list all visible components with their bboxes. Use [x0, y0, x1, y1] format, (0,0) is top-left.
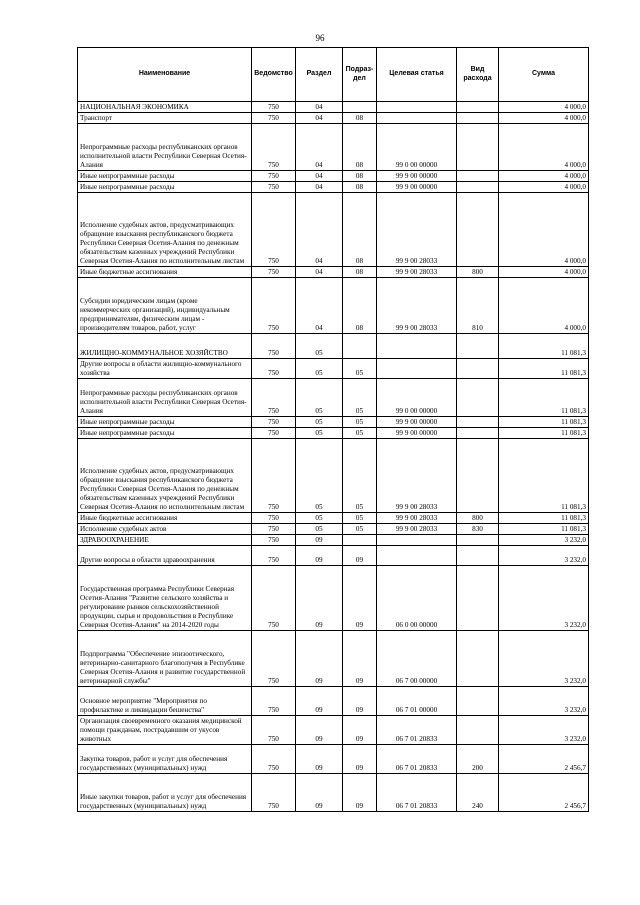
cell-subsection: 09 — [343, 774, 377, 812]
table-row — [78, 278, 589, 334]
table-header-row — [78, 48, 589, 102]
cell-amount: 4 000,0 — [499, 193, 589, 267]
header-exptype: Вид расхода — [457, 48, 499, 102]
cell-target: 99 0 00 00000 — [377, 124, 457, 171]
cell-exptype — [457, 113, 499, 124]
page-number: 96 — [315, 33, 325, 43]
cell-dept: 750 — [252, 524, 296, 535]
cell-exptype — [457, 359, 499, 379]
cell-dept: 750 — [252, 182, 296, 193]
cell-section: 05 — [296, 417, 343, 428]
cell-name: Непрограммные расходы республиканских органов исполнительной власти Республики Северная Осетия-Алания — [78, 124, 252, 171]
cell-amount: 2 456,7 — [499, 774, 589, 812]
cell-target: 06 7 01 00000 — [377, 687, 457, 716]
cell-amount: 11 081,3 — [499, 379, 589, 417]
cell-exptype — [457, 379, 499, 417]
cell-section: 09 — [296, 546, 343, 566]
cell-section: 09 — [296, 535, 343, 546]
cell-subsection: 09 — [343, 631, 377, 687]
cell-target: 99 9 00 00000 — [377, 417, 457, 428]
cell-amount: 11 081,3 — [499, 428, 589, 439]
cell-name: Закупка товаров, работ и услуг для обеспечения государственных (муниципальных) нужд — [78, 745, 252, 774]
table-row — [78, 535, 589, 546]
cell-amount: 2 456,7 — [499, 745, 589, 774]
cell-subsection: 08 — [343, 171, 377, 182]
cell-exptype — [457, 417, 499, 428]
cell-target — [377, 535, 457, 546]
cell-target: 06 7 01 20833 — [377, 716, 457, 745]
table-row — [78, 546, 589, 566]
cell-amount: 11 081,3 — [499, 524, 589, 535]
header-amount: Сумма — [499, 48, 589, 102]
table-row — [78, 745, 589, 774]
header-section: Раздел — [296, 48, 343, 102]
cell-dept: 750 — [252, 687, 296, 716]
cell-amount: 3 232,0 — [499, 716, 589, 745]
cell-section: 04 — [296, 278, 343, 334]
table-row — [78, 113, 589, 124]
cell-target: 99 9 00 28033 — [377, 193, 457, 267]
cell-exptype — [457, 716, 499, 745]
cell-subsection: 09 — [343, 745, 377, 774]
cell-target: 06 0 00 00000 — [377, 566, 457, 631]
cell-subsection: 08 — [343, 278, 377, 334]
cell-dept: 750 — [252, 774, 296, 812]
cell-target: 99 9 00 00000 — [377, 171, 457, 182]
cell-amount: 3 232,0 — [499, 631, 589, 687]
cell-subsection: 05 — [343, 359, 377, 379]
cell-dept: 750 — [252, 546, 296, 566]
cell-amount: 4 000,0 — [499, 182, 589, 193]
cell-subsection: 09 — [343, 716, 377, 745]
cell-exptype — [457, 535, 499, 546]
table-row — [78, 124, 589, 171]
cell-name: Иные бюджетные ассигнования — [78, 513, 252, 524]
cell-amount: 4 000,0 — [499, 267, 589, 278]
cell-name: Непрограммные расходы республиканских органов исполнительной власти Республики Северная Осетия-Алания — [78, 379, 252, 417]
table-row — [78, 193, 589, 267]
cell-target: 06 7 00 00000 — [377, 631, 457, 687]
cell-name: Подпрограмма "Обеспечение эпизоотического, ветеринарно-санитарного благополучия в Республике Северная Осетия-Алания и развитие государственной ветеринарной службы" — [78, 631, 252, 687]
header-target: Целевая статья — [377, 48, 457, 102]
cell-exptype: 810 — [457, 278, 499, 334]
cell-name: Организация своевременного оказания медицинской помощи гражданам, пострадавшим от укусов животных — [78, 716, 252, 745]
cell-exptype — [457, 334, 499, 359]
cell-name: Другие вопросы в области здравоохранения — [78, 546, 252, 566]
table-row — [78, 182, 589, 193]
cell-dept: 750 — [252, 535, 296, 546]
cell-name: Иные непрограммные расходы — [78, 182, 252, 193]
cell-amount: 11 081,3 — [499, 359, 589, 379]
cell-exptype — [457, 687, 499, 716]
cell-dept: 750 — [252, 124, 296, 171]
cell-subsection: 08 — [343, 182, 377, 193]
cell-exptype — [457, 566, 499, 631]
cell-name: Государственная программа Республики Северная Осетия-Алания "Развитие сельского хозяйства и регулирование рынков сельскохозяйственной продукции, сырья и продовольствия в Республике Северная Осетия-Алания" на 2014-2020 годы — [78, 566, 252, 631]
cell-name: Субсидии юридическим лицам (кроме некоммерческих организаций), индивидуальным предпринимателям, физическим лицам - производителям товаров, работ, услуг — [78, 278, 252, 334]
cell-name: Иные непрограммные расходы — [78, 428, 252, 439]
cell-name: ЗДРАВООХРАНЕНИЕ — [78, 535, 252, 546]
budget-table — [77, 47, 589, 812]
table-row — [78, 267, 589, 278]
cell-subsection: 08 — [343, 193, 377, 267]
table-body — [78, 102, 589, 812]
cell-target: 06 7 01 20833 — [377, 745, 457, 774]
cell-target — [377, 102, 457, 113]
cell-subsection: 09 — [343, 546, 377, 566]
cell-name: Иные непрограммные расходы — [78, 417, 252, 428]
cell-section: 09 — [296, 566, 343, 631]
cell-dept: 750 — [252, 745, 296, 774]
cell-exptype: 240 — [457, 774, 499, 812]
cell-dept: 750 — [252, 171, 296, 182]
cell-exptype — [457, 428, 499, 439]
cell-name: Иные бюджетные ассигнования — [78, 267, 252, 278]
cell-section: 09 — [296, 774, 343, 812]
cell-name: Иные закупки товаров, работ и услуг для обеспечения государственных (муниципальных) нужд — [78, 774, 252, 812]
cell-dept: 750 — [252, 379, 296, 417]
cell-name: Основное мероприятие "Мероприятия по профилактике и ликвидации бешенства" — [78, 687, 252, 716]
cell-section: 05 — [296, 428, 343, 439]
cell-target — [377, 113, 457, 124]
cell-subsection: 09 — [343, 566, 377, 631]
cell-exptype — [457, 124, 499, 171]
cell-section: 09 — [296, 716, 343, 745]
cell-target: 99 9 00 28033 — [377, 513, 457, 524]
cell-exptype: 830 — [457, 524, 499, 535]
cell-subsection: 05 — [343, 379, 377, 417]
cell-exptype — [457, 546, 499, 566]
cell-section: 04 — [296, 124, 343, 171]
cell-amount: 11 081,3 — [499, 439, 589, 513]
cell-subsection: 05 — [343, 417, 377, 428]
cell-dept: 750 — [252, 428, 296, 439]
table-row — [78, 334, 589, 359]
cell-name: Транспорт — [78, 113, 252, 124]
cell-name: Исполнение судебных актов, предусматривающих обращение взыскания республиканского бюджета Республики Северная Осетия-Алания по денежным обязательствам казенных учреждений Республики Северная Осетия-Алания по исполнительным листам — [78, 193, 252, 267]
table-row — [78, 687, 589, 716]
cell-subsection: 05 — [343, 513, 377, 524]
cell-section: 04 — [296, 182, 343, 193]
cell-amount: 3 232,0 — [499, 546, 589, 566]
cell-target: 99 9 00 28033 — [377, 439, 457, 513]
table-row — [78, 631, 589, 687]
cell-target — [377, 546, 457, 566]
cell-section: 05 — [296, 524, 343, 535]
cell-amount: 11 081,3 — [499, 417, 589, 428]
cell-dept: 750 — [252, 278, 296, 334]
cell-section: 05 — [296, 379, 343, 417]
cell-name: ЖИЛИЩНО-КОММУНАЛЬНОЕ ХОЗЯЙСТВО — [78, 334, 252, 359]
cell-subsection — [343, 334, 377, 359]
table-row — [78, 513, 589, 524]
cell-exptype — [457, 631, 499, 687]
cell-exptype: 800 — [457, 267, 499, 278]
cell-target — [377, 334, 457, 359]
cell-subsection: 05 — [343, 524, 377, 535]
table-row — [78, 428, 589, 439]
table-row — [78, 716, 589, 745]
cell-target — [377, 359, 457, 379]
cell-dept: 750 — [252, 267, 296, 278]
cell-dept: 750 — [252, 417, 296, 428]
cell-subsection: 08 — [343, 113, 377, 124]
cell-section: 05 — [296, 439, 343, 513]
cell-amount: 4 000,0 — [499, 102, 589, 113]
cell-exptype: 200 — [457, 745, 499, 774]
cell-name: Исполнение судебных актов, предусматривающих обращение взыскания республиканского бюджета Республики Северная Осетия-Алания по денежным обязательствам казенных учреждений Республики Северная Осетия-Алания по исполнительным листам — [78, 439, 252, 513]
cell-exptype: 800 — [457, 513, 499, 524]
cell-dept: 750 — [252, 439, 296, 513]
table-row — [78, 774, 589, 812]
cell-dept: 750 — [252, 513, 296, 524]
cell-amount: 4 000,0 — [499, 171, 589, 182]
cell-exptype — [457, 439, 499, 513]
cell-amount: 4 000,0 — [499, 278, 589, 334]
cell-target: 99 9 00 00000 — [377, 428, 457, 439]
cell-subsection — [343, 535, 377, 546]
header-subsection: Подраз-дел — [343, 48, 377, 102]
table-row — [78, 524, 589, 535]
cell-name: Иные непрограммные расходы — [78, 171, 252, 182]
cell-dept: 750 — [252, 631, 296, 687]
cell-amount: 3 232,0 — [499, 566, 589, 631]
header-dept: Ведомство — [252, 48, 296, 102]
table-row — [78, 102, 589, 113]
header-name: Наименование — [78, 48, 252, 102]
cell-section: 05 — [296, 359, 343, 379]
cell-section: 04 — [296, 102, 343, 113]
cell-amount: 4 000,0 — [499, 113, 589, 124]
cell-dept: 750 — [252, 102, 296, 113]
cell-target: 99 9 00 28033 — [377, 278, 457, 334]
cell-target: 99 9 00 28033 — [377, 524, 457, 535]
cell-name: НАЦИОНАЛЬНАЯ ЭКОНОМИКА — [78, 102, 252, 113]
cell-target: 99 0 00 00000 — [377, 379, 457, 417]
cell-amount: 4 000,0 — [499, 124, 589, 171]
table-row — [78, 359, 589, 379]
cell-section: 04 — [296, 113, 343, 124]
cell-subsection: 08 — [343, 267, 377, 278]
cell-amount: 11 081,3 — [499, 513, 589, 524]
cell-dept: 750 — [252, 716, 296, 745]
cell-subsection: 05 — [343, 439, 377, 513]
cell-section: 04 — [296, 193, 343, 267]
cell-amount: 11 081,3 — [499, 334, 589, 359]
cell-target: 06 7 01 20833 — [377, 774, 457, 812]
cell-subsection: 08 — [343, 124, 377, 171]
cell-target: 99 9 00 28033 — [377, 267, 457, 278]
cell-section: 04 — [296, 267, 343, 278]
table-row — [78, 171, 589, 182]
cell-dept: 750 — [252, 566, 296, 631]
cell-name: Другие вопросы в области жилищно-коммунального хозяйства — [78, 359, 252, 379]
cell-section: 09 — [296, 631, 343, 687]
cell-dept: 750 — [252, 113, 296, 124]
cell-exptype — [457, 171, 499, 182]
cell-subsection: 09 — [343, 687, 377, 716]
cell-name: Исполнение судебных актов — [78, 524, 252, 535]
cell-dept: 750 — [252, 193, 296, 267]
cell-dept: 750 — [252, 359, 296, 379]
cell-subsection — [343, 102, 377, 113]
cell-subsection: 05 — [343, 428, 377, 439]
table-row — [78, 439, 589, 513]
cell-target: 99 9 00 00000 — [377, 182, 457, 193]
cell-exptype — [457, 102, 499, 113]
table-row — [78, 566, 589, 631]
cell-exptype — [457, 182, 499, 193]
table-row — [78, 379, 589, 417]
cell-amount: 3 232,0 — [499, 535, 589, 546]
cell-section: 05 — [296, 513, 343, 524]
cell-exptype — [457, 193, 499, 267]
cell-dept: 750 — [252, 334, 296, 359]
cell-section: 09 — [296, 745, 343, 774]
table-row — [78, 417, 589, 428]
cell-section: 04 — [296, 171, 343, 182]
cell-section: 05 — [296, 334, 343, 359]
cell-section: 09 — [296, 687, 343, 716]
cell-amount: 3 232,0 — [499, 687, 589, 716]
